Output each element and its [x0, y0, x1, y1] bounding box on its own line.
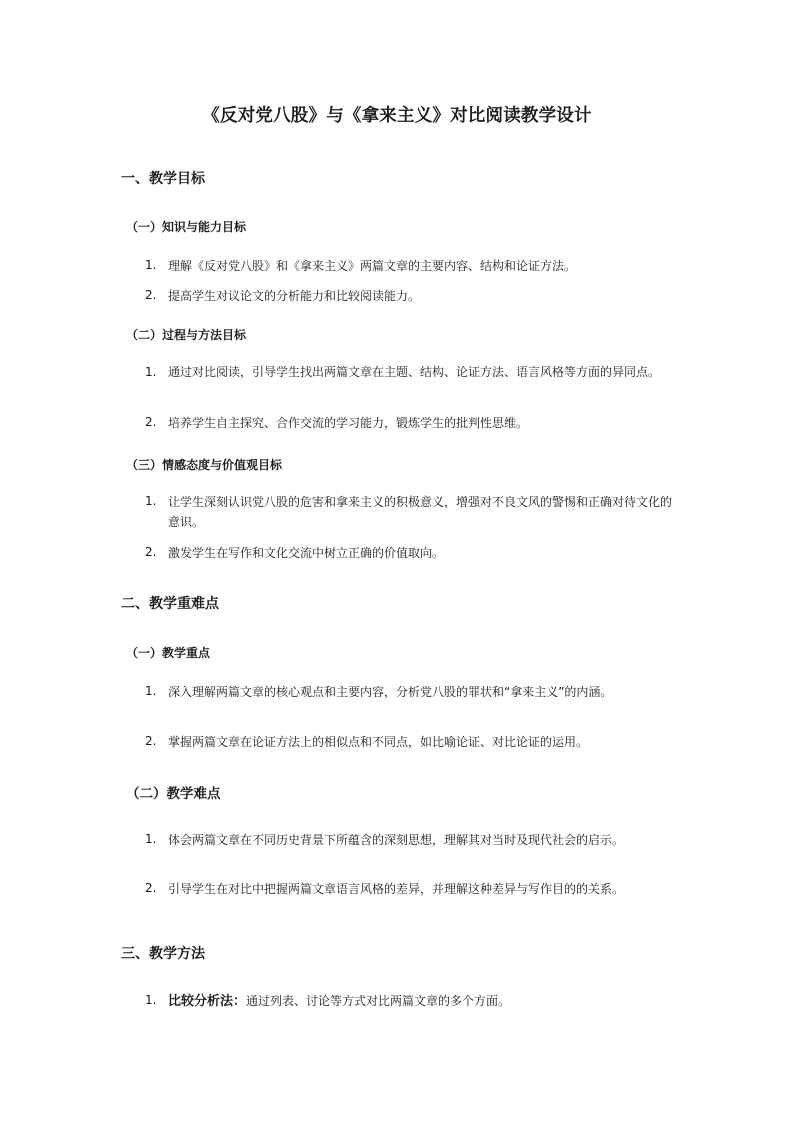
- document-title: 《反对党八股》与《拿来主义》对比阅读教学设计: [202, 106, 592, 126]
- list-item-body: 通过列表、讨论等方式对比两篇文章的多个方面。: [246, 994, 511, 1008]
- subsection-heading: （一）知识与能力目标: [126, 220, 247, 234]
- list-item-number: 1.: [145, 832, 157, 846]
- list-item-text: 激发学生在写作和文化交流中树立正确的价值取向。: [168, 546, 445, 560]
- list-item-text: 体会两篇文章在不同历史背景下所蕴含的深刻思想，理解其对当时及现代社会的启示。: [168, 833, 625, 847]
- subsection-heading: （三）情感态度与价值观目标: [126, 458, 283, 472]
- list-item-text: [168, 991, 680, 1012]
- list-item-number: 2.: [145, 415, 157, 429]
- list-item-text: 通过对比阅读，引导学生找出两篇文章在主题、结构、论证方法、语言风格等方面的异同点。: [168, 365, 661, 379]
- list-item-number: 1.: [145, 993, 157, 1007]
- list-item-text: 掌握两篇文章在论证方法上的相似点和不同点，如比喻论证、对比论证的运用。: [168, 735, 589, 749]
- list-item-number: 1.: [145, 365, 157, 379]
- list-item-number: 2.: [145, 734, 157, 748]
- list-item-number: 1.: [145, 258, 157, 272]
- list-item-label: 比较分析法：: [168, 994, 247, 1009]
- list-item-text: 提高学生对议论文的分析能力和比较阅读能力。: [168, 289, 421, 303]
- subsection-heading: （二）教学难点: [126, 786, 221, 802]
- subsection-heading: （一）教学重点: [126, 646, 211, 660]
- subsection-heading: （二）过程与方法目标: [126, 328, 247, 342]
- section-heading: 二、教学重难点: [121, 596, 219, 612]
- list-item-number: 1.: [145, 494, 157, 508]
- list-item-text: 让学生深刻认识党八股的危害和拿来主义的积极意义，增强对不良文风的警惕和正确对待文化的意识。: [168, 495, 673, 529]
- list-item-number: 2.: [145, 288, 157, 302]
- list-item-number: 2.: [145, 881, 157, 895]
- list-item-number: 2.: [145, 545, 157, 559]
- list-item-number: 1.: [145, 684, 157, 698]
- list-item-text: 深入理解两篇文章的核心观点和主要内容，分析党八股的罪状和“拿来主义”的内涵。: [168, 685, 613, 699]
- list-item-text: 培养学生自主探究、合作交流的学习能力，锻炼学生的批判性思维。: [168, 416, 529, 430]
- list-item-text: 引导学生在对比中把握两篇文章语言风格的差异，并理解这种差异与写作目的的关系。: [168, 882, 625, 896]
- section-heading: 一、教学目标: [121, 171, 205, 187]
- section-heading: 三、教学方法: [121, 946, 205, 962]
- list-item-text: 理解《反对党八股》和《拿来主义》两篇文章的主要内容、结构和论证方法。: [168, 259, 577, 273]
